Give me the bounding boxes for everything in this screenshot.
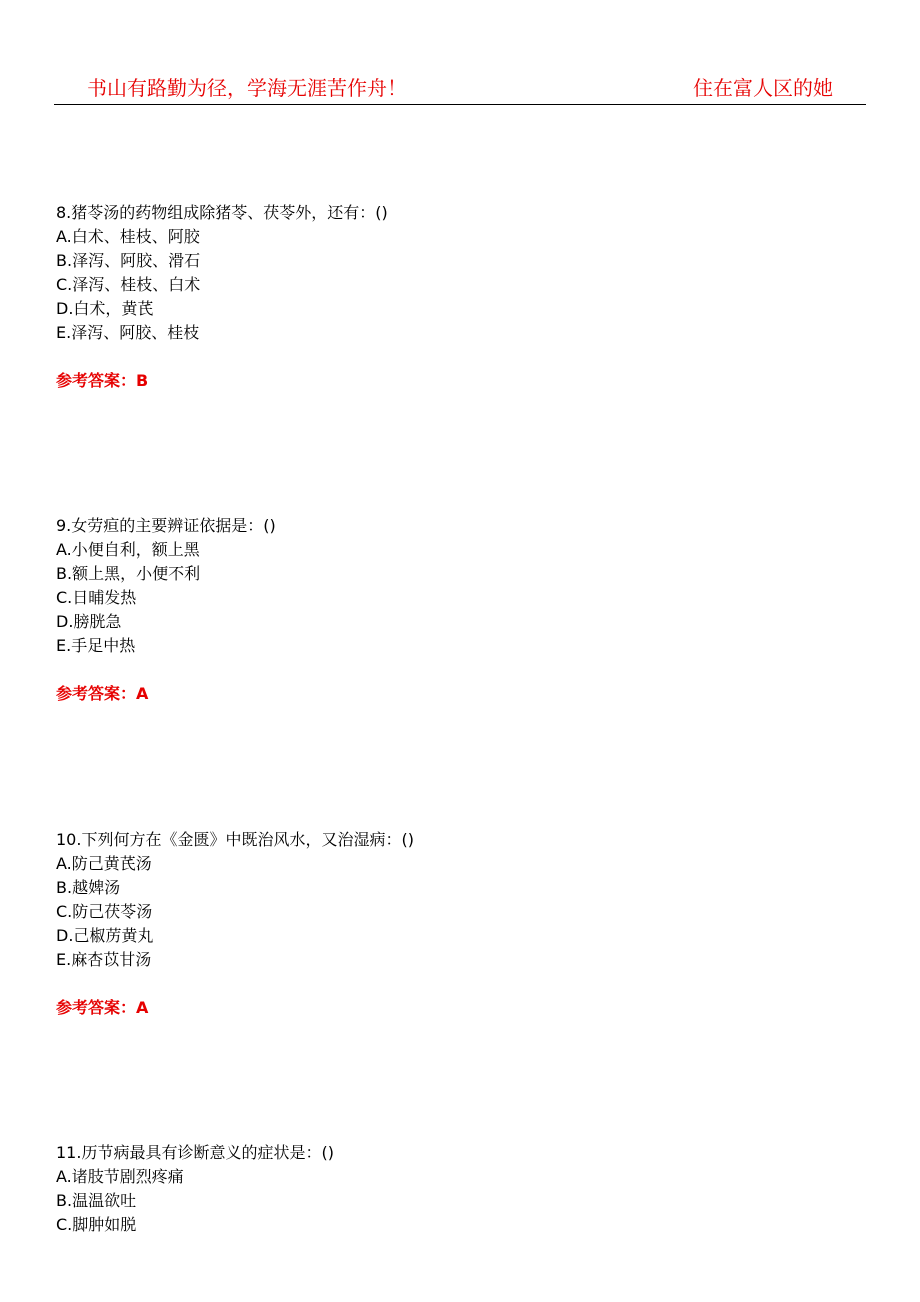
- answer-label: 参考答案：B: [56, 371, 149, 390]
- option-d: D.己椒苈黄丸: [56, 926, 154, 945]
- option-b: B.温温欲吐: [56, 1191, 137, 1210]
- page-header: [54, 70, 866, 105]
- question-title: 10.下列何方在《金匮》中既治风水，又治湿病：(): [56, 830, 414, 849]
- question-title: 8.猪苓汤的药物组成除猪苓、茯苓外，还有：(): [56, 203, 388, 222]
- option-b: B.泽泻、阿胶、滑石: [56, 251, 201, 270]
- answer-label: 参考答案：A: [56, 684, 149, 703]
- option-c: C.泽泻、桂枝、白术: [56, 275, 201, 294]
- question-title: 11.历节病最具有诊断意义的症状是：(): [56, 1143, 334, 1162]
- option-e: E.泽泻、阿胶、桂枝: [56, 323, 200, 342]
- option-d: D.膀胱急: [56, 612, 122, 631]
- question-10: [56, 828, 856, 1020]
- header-signature: 住在富人区的她: [693, 76, 833, 100]
- option-a: A.小便自利，额上黑: [56, 540, 200, 559]
- answer-label: 参考答案：A: [56, 998, 149, 1017]
- option-a: A.诸肢节剧烈疼痛: [56, 1167, 184, 1186]
- option-a: A.白术、桂枝、阿胶: [56, 227, 200, 246]
- question-8: [56, 201, 856, 393]
- header-motto: 书山有路勤为径，学海无涯苦作舟！: [87, 76, 407, 100]
- option-d: D.白术，黄芪: [56, 299, 154, 318]
- question-11: [56, 1141, 856, 1237]
- option-c: C.日晡发热: [56, 588, 137, 607]
- option-b: B.越婢汤: [56, 878, 121, 897]
- option-c: C.防己茯苓汤: [56, 902, 153, 921]
- option-b: B.额上黑，小便不利: [56, 564, 201, 583]
- question-9: [56, 514, 856, 706]
- question-title: 9.女劳疸的主要辨证依据是：(): [56, 516, 276, 535]
- option-a: A.防己黄芪汤: [56, 854, 152, 873]
- option-e: E.手足中热: [56, 636, 136, 655]
- option-c: C.脚肿如脱: [56, 1215, 137, 1234]
- option-e: E.麻杏苡甘汤: [56, 950, 152, 969]
